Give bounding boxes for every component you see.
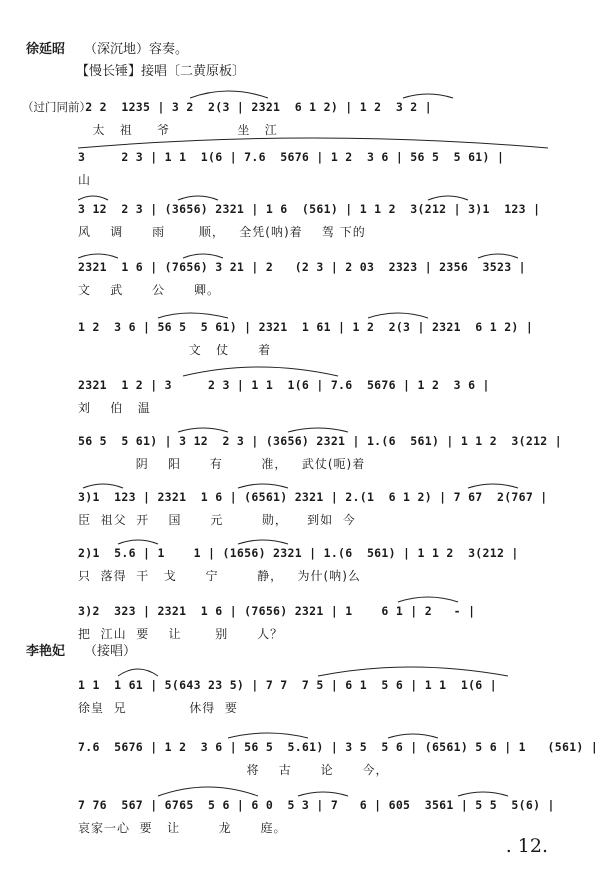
lyrics-line: 文 武 公 卿。 — [78, 283, 221, 297]
system-prefix: （过门同前） — [22, 100, 91, 114]
lyrics-line: 徐皇 兄 休得 要 — [78, 701, 238, 715]
notation-line: 1 1 1 61 | 5(643 23 5) | 7 7 7 5 | 6 1 5 6 | 1 1 1(6 | — [78, 678, 497, 692]
notation-line: 56 5 5 61) | 3 12 2 3 | (3656) 2321 | 1.(6 561) | 1 1 2 3(212 | — [78, 434, 562, 448]
role-name-li: 李艳妃 — [26, 644, 66, 659]
lyrics-line: 风 调 雨 顺， 全凭(呐)着 驾 下的 — [78, 225, 366, 239]
lyrics-line: 臣 祖父 开 国 元 勋， 到如 今 — [78, 513, 356, 527]
notation-line: 2321 1 6 | (7656) 3 21 | 2 (2 3 | 2 03 2323 | 2356 3523 | — [78, 260, 526, 274]
notation-line: 3 12 2 3 | (3656) 2321 | 1 6 (561) | 1 1 2 3(212 | 3)1 123 | — [78, 202, 541, 216]
stage-direction-1: （深沉地）容奏。 — [84, 42, 189, 57]
lyrics-line: 太 祖 爷 坐 江 — [78, 123, 278, 137]
lyrics-line: 哀家一心 要 让 龙 庭。 — [78, 821, 287, 835]
lyrics-line: 刘 伯 温 — [78, 401, 151, 415]
notation-line: 7.6 5676 | 1 2 3 6 | 56 5 5.61) | 3 5 5 6 | (6561) 5 6 | 1 (561) | — [78, 740, 599, 754]
lyrics-line: 将 古 论 今， — [78, 763, 389, 777]
notation-line: 2)1 5.6 | 1 1 | (1656) 2321 | 1.(6 561) | 1 1 2 3(212 | — [78, 546, 519, 560]
lyrics-line: 只 落得 干 戈 宁 静， 为什(呐)么 — [78, 569, 361, 583]
page-number: . 12. — [505, 835, 548, 857]
lyrics-line: 把 江山 要 让 别 人？ — [78, 627, 284, 641]
notation-line: 3)2 323 | 2321 1 6 | (7656) 2321 | 1 6 1 | 2 - | — [78, 604, 476, 618]
notation-line: 3)1 123 | 2321 1 6 | (6561) 2321 | 2.(1 6 1 2) | 7 67 2(767 | — [78, 490, 548, 504]
notation-line: 7 76 567 | 6765 5 6 | 6 0 5 3 | 7 6 | 605 3561 | 5 5 5(6) | — [78, 798, 555, 812]
notation-line: 2 2 1235 | 3 2 2(3 | 2321 6 1 2) | 1 2 3 2 | — [78, 100, 432, 114]
notation-line: 1 2 3 6 | 56 5 5 61) | 2321 1 61 | 1 2 2(3 | 2321 6 1 2) | — [78, 320, 534, 334]
notation-line: 3 2 3 | 1 1 1(6 | 7.6 5676 | 1 2 3 6 | 56 5 5 61) | — [78, 150, 505, 164]
role-name-xu: 徐延昭 — [26, 42, 66, 57]
lyrics-line: 文 仗 着 — [78, 343, 272, 357]
stage-direction-2: （接唱） — [84, 644, 137, 659]
lyrics-line: 阴 阳 有 准， 武仗(呃)着 — [78, 457, 366, 471]
banshi-label: 【慢长锤】接唱〔二黄原板〕 — [76, 64, 246, 79]
lyrics-line: 山 — [78, 173, 92, 187]
notation-line: 2321 1 2 | 3 2 3 | 1 1 1(6 | 7.6 5676 | 1 2 3 6 | — [78, 378, 490, 392]
